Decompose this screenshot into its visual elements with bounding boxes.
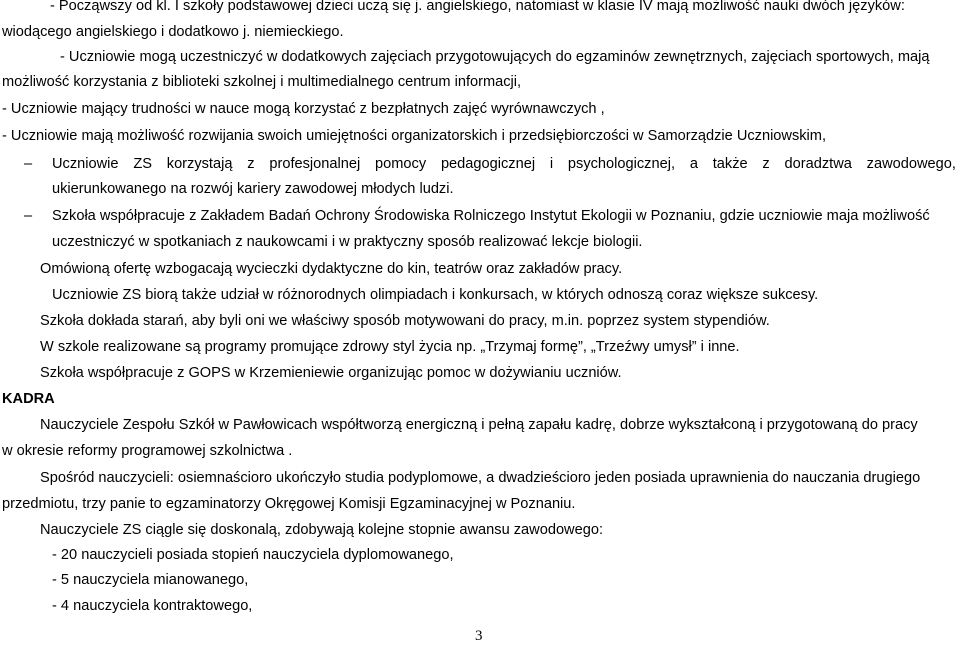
word: psychologicznej,: [567, 156, 676, 172]
word: doradztwa: [784, 156, 852, 172]
paragraph-line: w okresie reformy programowej szkolnictwa .: [2, 443, 293, 459]
paragraph-line: uczestniczyć w spotkaniach z naukowcami i w praktyczny sposób realizować lekcje biologii.: [52, 234, 643, 250]
word: profesjonalnej: [269, 156, 361, 172]
paragraph-line: Nauczyciele ZS ciągle się doskonalą, zdobywają kolejne stopnie awansu zawodowego:: [40, 522, 603, 538]
list-item: - 20 nauczycieli posiada stopień nauczyciela dyplomowanego,: [52, 547, 454, 563]
paragraph-line: Szkoła współpracuje z GOPS w Krzemieniewie organizując pomoc w dożywianiu uczniów.: [40, 365, 622, 381]
paragraph-line: możliwość korzystania z biblioteki szkolnej i multimedialnego centrum informacji,: [2, 74, 522, 90]
paragraph-line: Szkoła współpracuje z Zakładem Badań Ochrony Środowiska Rolniczego Instytut Ekologii w Poznaniu, gdzie uczniowie maja możliwość: [52, 208, 930, 224]
paragraph-line: Nauczyciele Zespołu Szkół w Pawłowicach współtworzą energiczną i pełną zapału kadrę, dobrze wykształconą i przygotowaną do pracy: [40, 417, 918, 433]
paragraph-line: Omówioną ofertę wzbogacają wycieczki dydaktyczne do kin, teatrów oraz zakładów pracy.: [40, 261, 623, 277]
list-item: - 5 nauczyciela mianowanego,: [52, 572, 249, 588]
section-heading: KADRA: [2, 391, 55, 407]
word: pomocy: [375, 156, 427, 172]
word: także: [712, 156, 748, 172]
word: a: [689, 156, 698, 172]
list-bullet-dash: –: [24, 208, 33, 224]
paragraph-line: Szkoła dokłada starań, aby byli oni we właściwy sposób motywowani do pracy, m.in. poprzez system stypendiów.: [40, 313, 770, 329]
word: z: [762, 156, 770, 172]
word: zawodowego,: [866, 156, 956, 172]
justified-line: [52, 155, 956, 173]
word: z: [247, 156, 255, 172]
word: ZS: [133, 156, 152, 172]
word: korzystają: [166, 156, 233, 172]
paragraph-line: wiodącego angielskiego i dodatkowo j. niemieckiego.: [2, 24, 344, 40]
paragraph-line: - Uczniowie mają możliwość rozwijania swoich umiejętności organizatorskich i przedsiębiorczości w Samorządzie Uczniowskim,: [2, 128, 827, 144]
paragraph-line: - Uczniowie mający trudności w nauce mogą korzystać z bezpłatnych zajęć wyrównawczych ,: [2, 101, 605, 117]
word: i: [549, 156, 554, 172]
paragraph-line: - Uczniowie mogą uczestniczyć w dodatkowych zajęciach przygotowujących do egzaminów zewnętrznych, zajęciach sportowych, mają: [60, 49, 930, 65]
list-bullet-dash: –: [24, 156, 33, 172]
paragraph-line: ukierunkowanego na rozwój kariery zawodowej młodych ludzi.: [52, 181, 454, 197]
list-item: - 4 nauczyciela kontraktowego,: [52, 598, 253, 614]
paragraph-line: W szkole realizowane są programy promujące zdrowy styl życia np. „Trzymaj formę”, „Trzeźwy umysł” i inne.: [40, 339, 740, 355]
word: Uczniowie: [52, 156, 119, 172]
page-number: 3: [475, 628, 483, 644]
paragraph-line: - Począwszy od kl. I szkoły podstawowej dzieci uczą się j. angielskiego, natomiast w klasie IV mają możliwość nauki dwóch języków:: [50, 0, 905, 14]
paragraph-line: przedmiotu, trzy panie to egzaminatorzy Okręgowej Komisji Egzaminacyjnej w Poznaniu.: [2, 496, 576, 512]
paragraph-line: Uczniowie ZS biorą także udział w różnorodnych olimpiadach i konkursach, w których odnoszą coraz większe sukcesy.: [52, 287, 819, 303]
paragraph-line: Spośród nauczycieli: osiemnaścioro ukończyło studia podyplomowe, a dwadzieścioro jeden posiada uprawnienia do nauczania drugiego: [40, 470, 921, 486]
word: pedagogicznej: [440, 156, 536, 172]
